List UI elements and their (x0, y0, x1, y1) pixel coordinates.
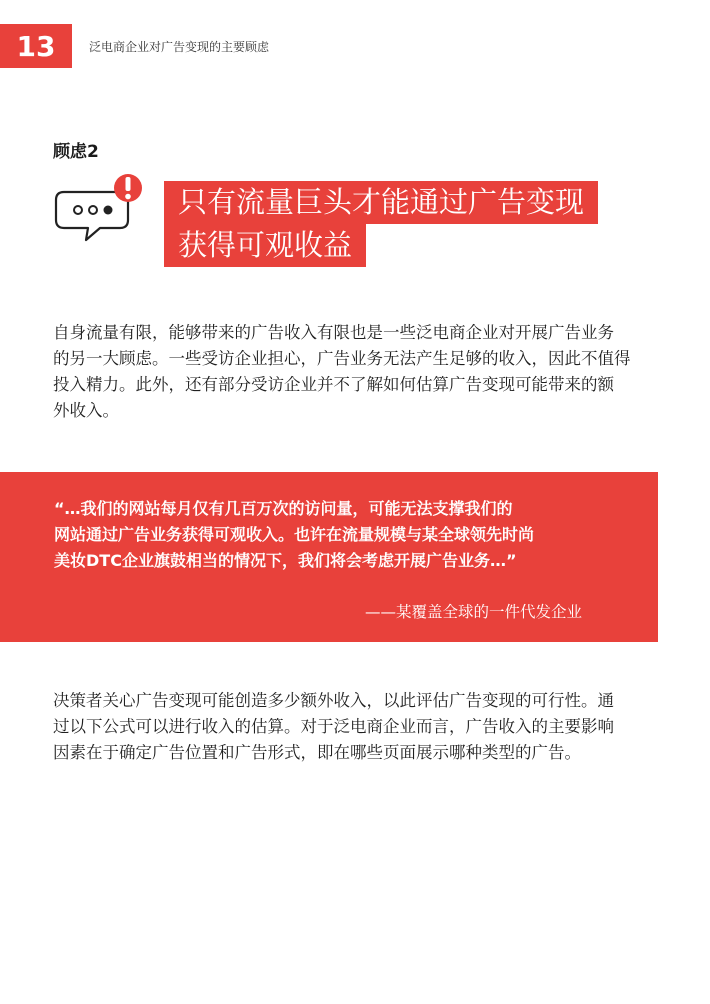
headline (164, 181, 616, 267)
body-paragraph-1 (53, 320, 665, 424)
speech-bubble-alert-icon (50, 170, 146, 248)
quote-line: 网站通过广告业务获得可观收入。也许在流量规模与某全球领先时尚 (54, 525, 535, 544)
paragraph-line: 投入精力。此外，还有部分受访企业并不了解如何估算广告变现可能带来的额 (53, 375, 614, 394)
paragraph-line: 外收入。 (53, 401, 119, 420)
running-header-title: 泛电商企业对广告变现的主要顾虑 (89, 40, 270, 54)
quote-source: ——某覆盖全球的一件代发企业 (364, 603, 582, 621)
body-paragraph-2 (53, 688, 665, 766)
page-number: 13 (0, 24, 72, 68)
paragraph-line: 过以下公式可以进行收入的估算。对于泛电商企业而言，广告收入的主要影响 (53, 717, 614, 736)
paragraph-line: 决策者关心广告变现可能创造多少额外收入，以此评估广告变现的可行性。通 (53, 691, 614, 710)
headline-line: 只有流量巨头才能通过广告变现 (164, 181, 598, 224)
paragraph-line: 因素在于确定广告位置和广告形式，即在哪些页面展示哪种类型的广告。 (53, 743, 581, 762)
quote-text (54, 496, 534, 574)
paragraph-line: 的另一大顾虑。一些受访企业担心，广告业务无法产生足够的收入，因此不值得 (53, 349, 631, 368)
quote-box (0, 472, 658, 642)
headline-line: 获得可观收益 (164, 224, 366, 267)
paragraph-line: 自身流量有限，能够带来的广告收入有限也是一些泛电商企业对开展广告业务 (53, 323, 614, 342)
quote-line: “…我们的网站每月仅有几百万次的访问量，可能无法支撑我们的 (54, 499, 513, 518)
quote-line: 美妆DTC企业旗鼓相当的情况下，我们将会考虑开展广告业务…” (54, 551, 517, 570)
section-label: 顾虑2 (53, 142, 99, 162)
